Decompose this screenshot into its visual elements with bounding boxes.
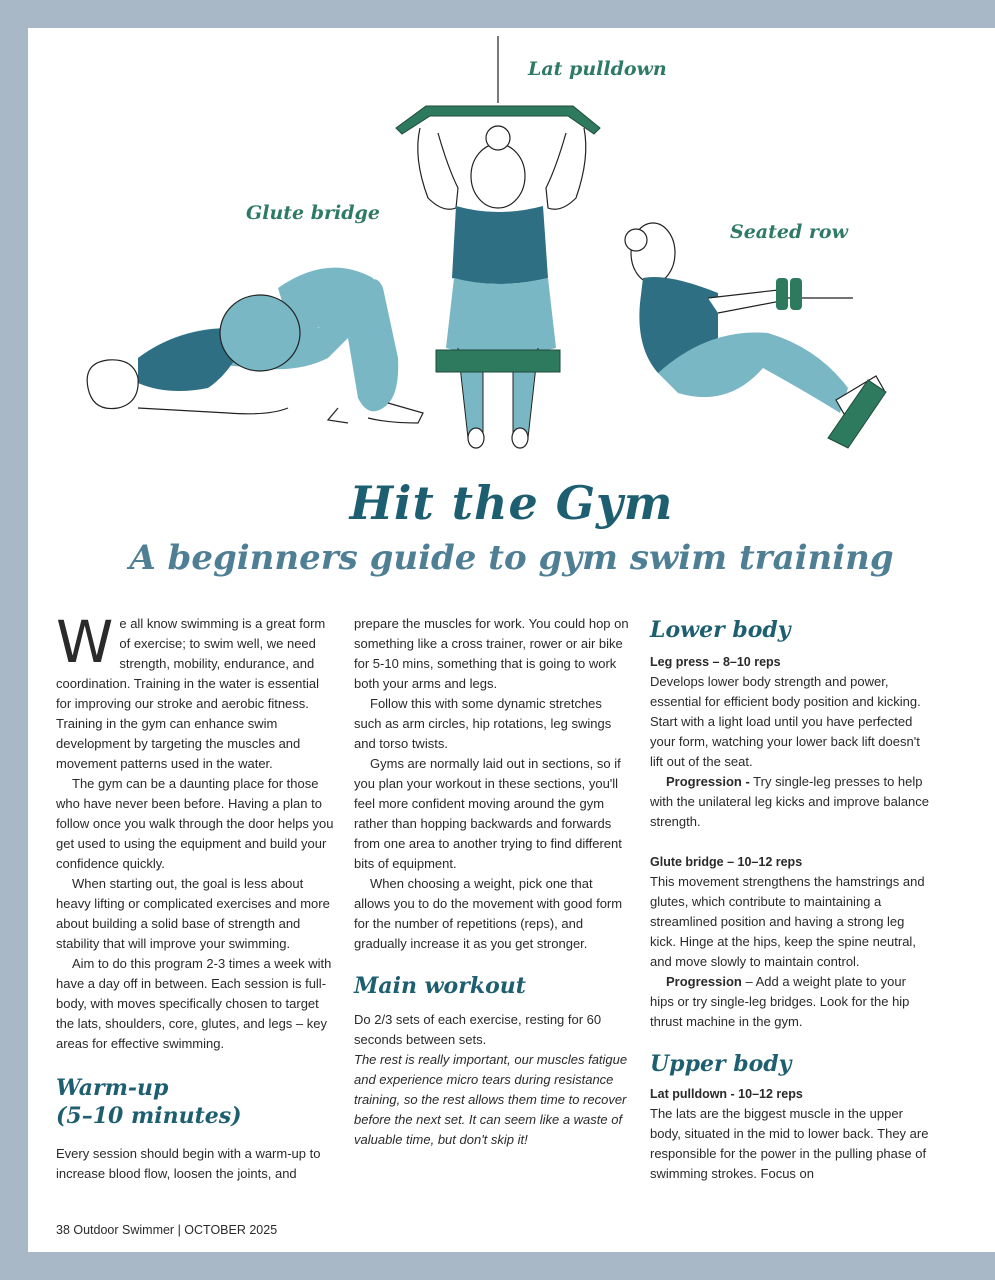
paragraph: The gym can be a daunting place for those who have never been before. Having a plan to follow once you walk through the door helps you get used to using the equipment and build your confidence quickly. (56, 776, 334, 871)
warmup-heading-line-1: Warm-up (56, 1075, 169, 1101)
lower-body-heading: Lower body (650, 617, 791, 643)
paragraph: The lats are the biggest muscle in the upper body, situated in the mid to lower back. They are responsible for the power in the pulling phase of swimming strokes. Focus on (650, 1106, 929, 1181)
paragraph: Do 2/3 sets of each exercise, resting for 60 seconds between sets. (354, 1012, 602, 1047)
progression-label: Progression - (666, 774, 750, 789)
paragraph: When choosing a weight, pick one that allows you to do the movement with good form for the number of repetitions (reps), and gradually increase it as you get stronger. (354, 876, 623, 951)
paragraph (650, 972, 932, 1032)
column-2 (354, 614, 632, 1150)
seated-row-figure (625, 223, 886, 448)
glute-bridge-figure (87, 268, 423, 423)
paragraph: This movement strengthens the hamstrings and glutes, which contribute to maintaining a streamlined position and having a strong leg kick. Hinge at the hips, keep the spine neutral, and move slowly to maintain control. (650, 874, 925, 969)
column-1 (56, 608, 336, 1184)
progression-label: Progression (666, 974, 742, 989)
exercise-illustrations (28, 28, 995, 488)
seated-row-label: Seated row (730, 221, 848, 243)
paragraph: Gyms are normally laid out in sections, so if you plan your workout in these sections, you'll feel more confident moving around the gym rather than hopping backwards and forwards from one area to another trying to find different bits of equipment. (354, 756, 622, 871)
lat-pulldown-figure (396, 36, 600, 448)
glute-bridge-title: Glute bridge – 10–12 reps (650, 855, 803, 869)
lat-pulldown-title: Lat pulldown - 10–12 reps (650, 1087, 803, 1101)
page-subtitle: A beginners guide to gym swim training (129, 538, 894, 578)
warmup-heading (56, 1074, 336, 1130)
intro-paragraph (56, 608, 336, 774)
paragraph: prepare the muscles for work. You could hop on something like a cross trainer, rower or air bike for 5-10 mins, something that is going to work both your arms and legs. (354, 616, 629, 691)
glute-bridge-label: Glute bridge (246, 202, 380, 224)
intro-text: e all know swimming is a great form of exercise; to swim well, we need strength, mobility, endurance, and coordination. Training in the water is essential for improving our stroke and aerobic fitness. Training in the gym can enhance swim development by targeting the muscles and movement patterns used in the water. (56, 616, 326, 771)
paragraph: Aim to do this program 2-3 times a week with have a day off in between. Each session is full-body, with moves specifically chosen to target the lats, shoulders, core, glutes, and legs – key areas for effective swimming. (56, 956, 332, 1051)
magazine-page (28, 28, 995, 1252)
drop-cap: W (56, 608, 114, 676)
paragraph: Every session should begin with a warm-up to increase blood flow, loosen the joints, and (56, 1146, 321, 1181)
page-title: Hit the Gym (349, 476, 674, 530)
upper-body-heading: Upper body (650, 1051, 792, 1077)
warmup-heading-line-2: (5–10 minutes) (56, 1103, 242, 1129)
progression-text: – Add a weight plate to your hips or try single-leg bridges. Look for the hip thrust machine in the gym. (650, 974, 910, 1029)
paragraph: Develops lower body strength and power, essential for efficient body position and kicking. Start with a light load until you have perfected your form, watching your lower back lift doesn't lift out of the seat. (650, 674, 921, 769)
lat-pulldown-label: Lat pulldown (528, 58, 667, 80)
leg-press-title: Leg press – 8–10 reps (650, 655, 781, 669)
rest-note: The rest is really important, our muscles fatigue and experience micro tears during resistance training, so the rest allows them time to recover before the next set. It can seem like a waste of valuable time, but don't skip it! (354, 1052, 628, 1147)
page-footer: 38 Outdoor Swimmer | OCTOBER 2025 (56, 1223, 278, 1237)
progression-text: Try single-leg presses to help with the unilateral leg kicks and improve balance strength. (650, 774, 929, 829)
main-workout-heading: Main workout (354, 973, 526, 999)
paragraph (650, 772, 932, 832)
column-3 (650, 616, 932, 1184)
paragraph: When starting out, the goal is less about heavy lifting or complicated exercises and more about building a solid base of strength and stability that will improve your swimming. (56, 876, 330, 951)
paragraph: Follow this with some dynamic stretches such as arm circles, hip rotations, leg swings and torso twists. (354, 696, 612, 751)
